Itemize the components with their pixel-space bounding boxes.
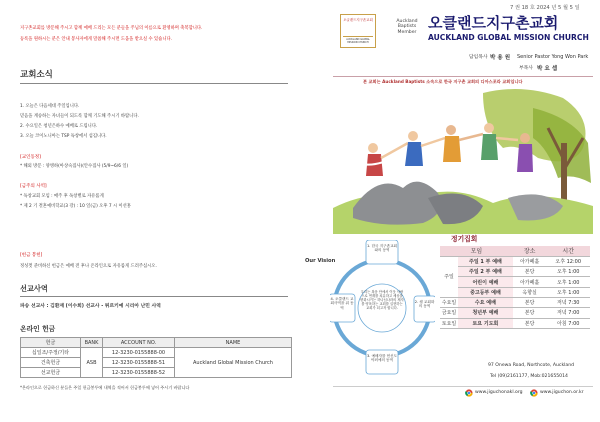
pastor-en: Senior Pastor Yong Won Park: [517, 54, 589, 60]
offering-title: [헌금 봉헌]: [20, 253, 43, 258]
fund-name: 선교헌금: [21, 368, 81, 378]
schedule-time: 저녁 7:30: [546, 297, 590, 307]
vision-center: 우리는 복음 안에서 이웃 사랑으로 연계를 치유하고 세상을 변화시키는 하나님나라의 제자를 양육하는 교회를 실현하는 교회가 되고자 합니다.: [360, 290, 404, 311]
donation-note: *온라인으로 헌금하신 분들은 주일 헌금봉투에 내역을 적어서 헌금봉투에 넣어 주시기 바랍니다: [20, 385, 190, 390]
schedule-time: 오후 1:00: [546, 277, 590, 287]
table-header: BANK: [81, 338, 103, 348]
schedule-place: 본당: [513, 318, 547, 328]
schedule-group: 토요일: [440, 318, 458, 328]
link-url-1[interactable]: www.jiguchonakl.org: [475, 390, 523, 395]
schedule-place: 본당: [513, 267, 547, 277]
missionary-title: 선교사역: [20, 284, 48, 293]
visit-title: [교인동정]: [20, 155, 41, 160]
link-url-2[interactable]: www.jiguchon.or.kr: [540, 390, 584, 395]
schedule-time: 아침 7:00: [546, 318, 590, 328]
table-header: NAME: [175, 338, 292, 348]
schedule-place: 옥향실: [513, 287, 547, 297]
assoc-role: 부목사: [519, 66, 533, 71]
divider: [20, 296, 288, 297]
table-header: ACCOUNT NO.: [103, 338, 175, 348]
schedule-name: 중고등부 예배: [458, 287, 513, 297]
schedule-name: 주일 2 부 예배: [458, 267, 513, 277]
missionary-text: 파송 선교사 : 김환재 (이수희) 선교사 - 튀르키예 시리아 난민 사역: [20, 304, 161, 309]
table-row: [440, 277, 590, 287]
schedule-place: 아가페홀: [513, 277, 547, 287]
schedule-time: 저녁 7:00: [546, 308, 590, 318]
table-header: 헌금: [21, 338, 81, 348]
table-row: [440, 318, 590, 328]
dancing-people-illustration: [333, 88, 593, 234]
news-title: 교회소식: [20, 70, 53, 80]
vision-title: Our Vision: [305, 258, 336, 264]
baptist-label: Auckland Baptists Member: [396, 19, 418, 35]
news-item: 3. 오늘 코이노니아는 TSP 독창에서 섬깁니다.: [20, 134, 107, 139]
fund-name: 건축헌금: [21, 358, 81, 368]
church-logo: [340, 14, 376, 48]
table-row: [440, 297, 590, 307]
schedule-time: 오후 1:00: [546, 287, 590, 297]
schedule-name: 주일 1 부 예배: [458, 256, 513, 266]
news-item: 1. 오늘은 다음세대 주일입니다.: [20, 104, 80, 109]
pray-title: [금주의 사역]: [20, 184, 47, 189]
account-no: 12-3230-0155888-51: [103, 358, 175, 368]
table-row: [440, 308, 590, 318]
schedule-name: 수요 예배: [458, 297, 513, 307]
account-name: Auckland Global Mission Church: [175, 348, 292, 378]
divider: [333, 76, 593, 77]
tagline: 본 교회는 Auckland Baptists 소속으로 한국 지구촌 교회의 디아스포라 교회입니다: [363, 79, 523, 84]
schedule-place: 아가페홀: [513, 256, 547, 266]
schedule-title: 정기집회: [451, 235, 478, 243]
contact-phone: Tel (09)2161177, Mob:021655014: [490, 374, 568, 379]
pray-item: * 독창교회 모임 : 매주 후 독창별로 자유롭게: [20, 194, 104, 199]
table-row: [21, 348, 292, 358]
schedule-time: 오후 1:00: [546, 267, 590, 277]
schedule-name: 토요 기도회: [458, 318, 513, 328]
vision-item-right: 2. 셀 교회화의 동역: [414, 300, 435, 309]
schedule-table: [440, 246, 590, 329]
contact-address: 97 Onewa Road, Northcote, Auckland: [488, 363, 575, 368]
divider: [20, 83, 288, 84]
account-no: 12-3230-0155888-52: [103, 368, 175, 378]
table-header: 모임: [440, 246, 513, 256]
table-row: [440, 267, 590, 277]
schedule-group: 수요일: [440, 297, 458, 307]
schedule-name: 어린이 예배: [458, 277, 513, 287]
account-no: 12-3230-0155888-00: [103, 348, 175, 358]
visit-item: * 해외 방문 : 양병하(아상숙집사)(안수집사 (5/9~6/6 일): [20, 164, 129, 169]
pray-item: * 제 2 기 결혼예비학교(3 강) : 10 일(금) 오후 7 시 이선홍: [20, 204, 131, 209]
welcome-line-1: 지구촌교회를 방문해 주시고 함께 예배 드리는 모든 분들을 주님의 이름으로 환영하며 축복합니다.: [20, 26, 203, 31]
divider: [333, 386, 593, 387]
pastor-role: 담임목사: [469, 55, 488, 60]
schedule-group: 금요일: [440, 308, 458, 318]
logo-sub: AUCKLAND GLOBAL MISSION CHURCH: [346, 38, 370, 44]
news-item: 2. 수요일은 청년은하수 예배로 드립니다.: [20, 124, 98, 129]
table-header: 장소: [513, 246, 547, 256]
donation-table: [20, 337, 292, 378]
church-name-en: AUCKLAND GLOBAL MISSION CHURCH: [428, 33, 589, 42]
schedule-group: 주일: [440, 256, 458, 297]
table-header: 시간: [546, 246, 590, 256]
pastor-name: 박 용 원: [490, 55, 511, 61]
donation-title: 온라인 헌금: [20, 325, 56, 333]
table-row: [440, 256, 590, 266]
fund-name: 십일조/주정/기타: [21, 348, 81, 358]
news-item: 믿음을 계승하는 자녀들이 되도록 함께 기도해 주시기 바랍니다.: [20, 114, 139, 119]
schedule-time: 오후 12:00: [546, 256, 590, 266]
chrome-icon: [465, 389, 473, 397]
bank-cell: ASB: [81, 348, 103, 378]
offering-text: 정성껏 준비하신 헌금은 예배 전 후나 온라인으로 자유롭게 드려주십시오.: [20, 264, 157, 269]
chrome-icon: [530, 389, 538, 397]
schedule-place: 본당: [513, 308, 547, 318]
schedule-name: 청년부 예배: [458, 308, 513, 318]
issue-line: 7 권 18 호 2024 년 5 월 5 일: [510, 5, 580, 11]
assoc-name: 박 요 셉: [537, 66, 558, 72]
vision-item-left: 4. 오클랜드 교회사역을 위 동역: [330, 297, 354, 310]
welcome-line-2: 등록을 원하시는 분은 안내 봉사자에게 말씀해 주시면 도움을 받으실 수 있습니다.: [20, 37, 172, 42]
church-name-ko: 오클랜드지구촌교회: [428, 14, 559, 32]
table-row: [440, 287, 590, 297]
schedule-place: 본당: [513, 297, 547, 307]
vision-item-bottom: 3. 예배자를 헌신도 야외예의 동역: [367, 354, 398, 363]
vision-item-top: 1. 한국 지구촌교회 와의 동역: [367, 244, 398, 253]
logo-text: 오클랜드지구촌교회: [343, 17, 373, 37]
